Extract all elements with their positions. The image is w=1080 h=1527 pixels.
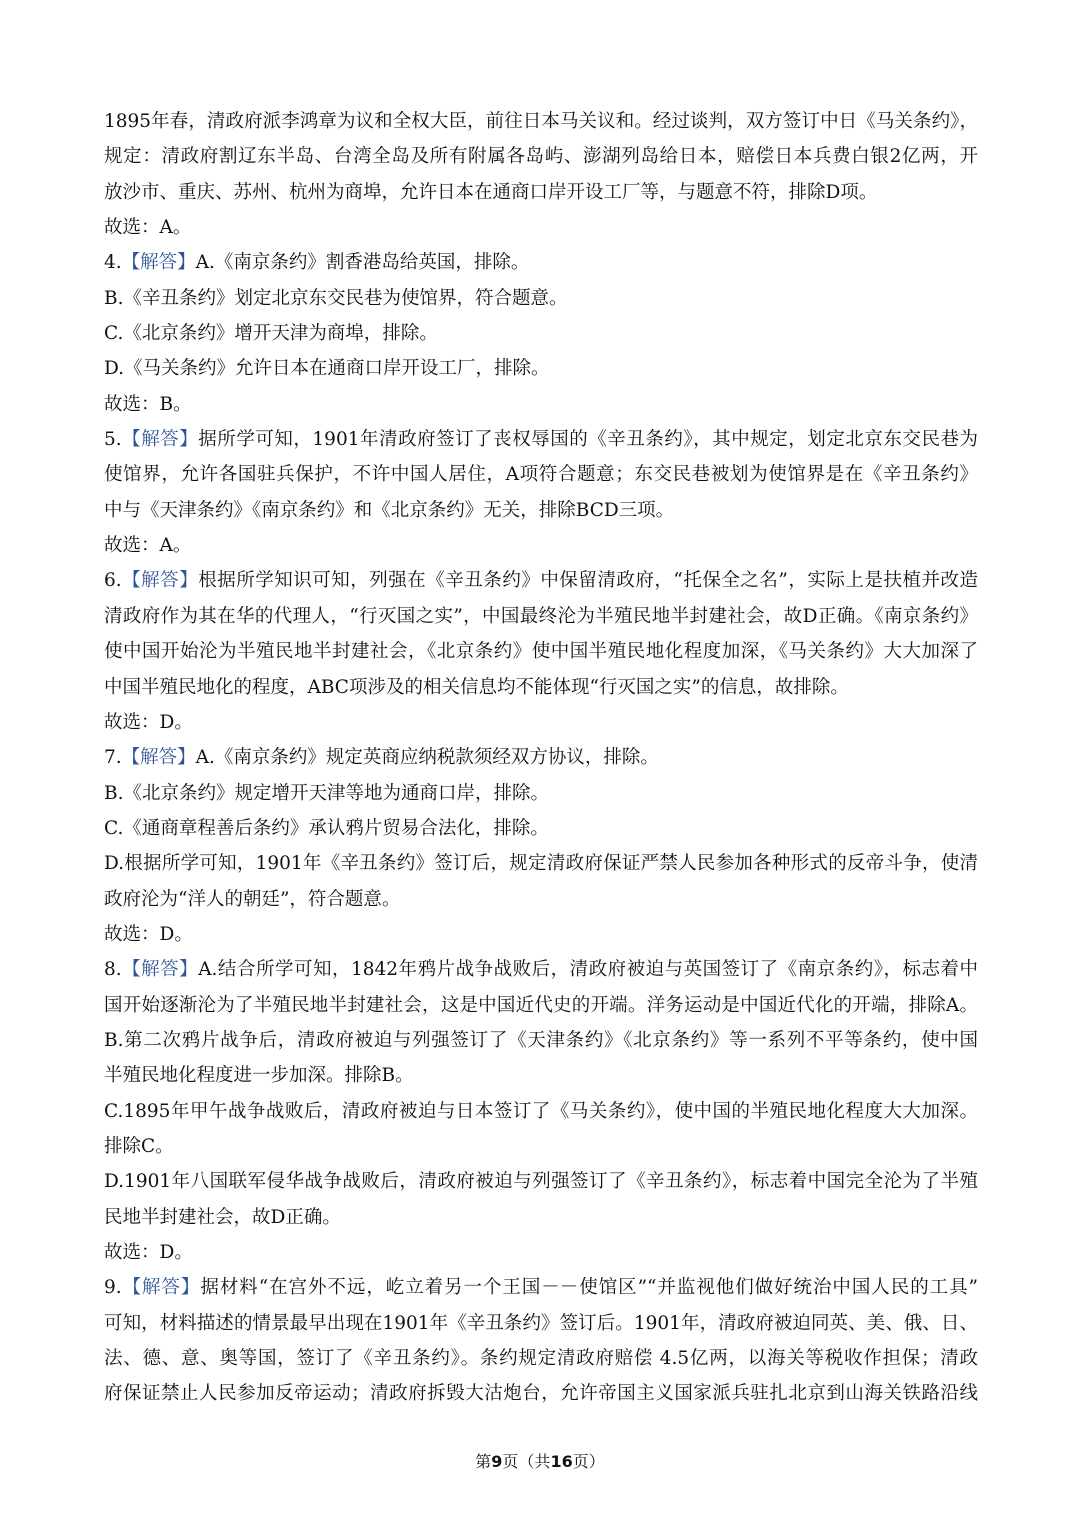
text-line	[104, 1129, 978, 1164]
text-line	[104, 705, 978, 740]
question-number: 5.	[104, 429, 122, 451]
line-text: D.1901年八国联军侵华战争战败后，清政府被迫与列强签订了《辛丑条约》，标志着中国完全沦为了半殖	[104, 1171, 978, 1193]
text-line	[104, 1200, 978, 1235]
line-text: 故选：B。	[104, 393, 192, 415]
text-line	[104, 245, 978, 280]
text-line	[104, 1058, 978, 1093]
question-number: 4.	[104, 252, 122, 274]
line-text: 可知，材料描述的情景最早出现在1901年《辛丑条约》签订后。1901年，清政府被迫同英、美、俄、日、	[104, 1312, 978, 1334]
line-text: 故选：D。	[104, 711, 193, 733]
text-line	[104, 351, 978, 386]
line-text: B.《辛丑条约》划定北京东交民巷为使馆界，符合题意。	[104, 287, 568, 309]
line-text: 排除C。	[104, 1135, 174, 1157]
line-text: 民地半封建社会，故D正确。	[104, 1206, 341, 1228]
line-text: 故选：D。	[104, 1242, 193, 1263]
line-text: 国开始逐渐沦为了半殖民地半封建社会，这是中国近代史的开端。洋务运动是中国近代化的开端，排除A。	[104, 994, 978, 1016]
line-text: C.《北京条约》增开天津为商埠，排除。	[104, 323, 438, 345]
line-text: 据材料“在宫外不远，屹立着另一个王国－－使馆区”“并监视他们做好统治中国人民的工具”	[200, 1277, 978, 1299]
line-text: 1895年春，清政府派李鸿章为议和全权大臣，前往日本马关议和。经过谈判，双方签订中日《马关条约》，	[104, 111, 978, 132]
text-line	[104, 599, 978, 634]
question-number: 6.	[104, 570, 122, 592]
line-text: A.《南京条约》规定英商应纳税款须经双方协议，排除。	[195, 747, 659, 769]
line-text: B.《北京条约》规定增开天津等地为通商口岸，排除。	[104, 782, 549, 804]
text-line	[104, 493, 978, 528]
line-text: 府保证禁止人民参加反帝运动；清政府拆毁大沽炮台，允许帝国主义国家派兵驻扎北京到山海关铁路沿线	[104, 1383, 978, 1405]
text-line	[104, 740, 978, 775]
line-text: 清政府作为其在华的代理人，“行灭国之实”，中国最终沦为半殖民地半封建社会，故D正确。《南京条约》	[104, 605, 978, 627]
text-line	[104, 563, 978, 598]
line-text: 政府沦为“洋人的朝廷”，符合题意。	[104, 888, 401, 910]
line-text: 使中国开始沦为半殖民地半封建社会，《北京条约》使中国半殖民地化程度加深，《马关条约》大大加深了	[104, 641, 978, 663]
text-line	[104, 1094, 978, 1129]
text-line	[104, 952, 978, 987]
line-text: A.结合所学可知，1842年鸦片战争战败后，清政府被迫与英国签订了《南京条约》，标志着中	[198, 959, 978, 981]
text-line	[104, 1376, 978, 1411]
line-text: D.《马关条约》允许日本在通商口岸开设工厂，排除。	[104, 358, 550, 380]
page-total: 16	[550, 1452, 573, 1471]
text-line	[104, 1164, 978, 1199]
text-line	[104, 1023, 978, 1058]
text-line	[104, 917, 978, 952]
text-line	[104, 1306, 978, 1341]
line-text: D.根据所学可知，1901年《辛丑条约》签订后，规定清政府保证严禁人民参加各种形式的反帝斗争，使清	[104, 853, 978, 875]
answer-tag: 【解答】	[121, 747, 196, 769]
text-line	[104, 281, 978, 316]
line-text: 中国半殖民地化的程度，ABC项涉及的相关信息均不能体现“行灭国之实”的信息，故排除。	[104, 676, 849, 698]
page-number: 9	[491, 1452, 503, 1471]
line-text: A.《南京条约》割香港岛给英国，排除。	[195, 252, 530, 274]
line-text: 规定：清政府割辽东半岛、台湾全岛及所有附属各岛屿、澎湖列岛给日本，赔偿日本兵费白银2亿两，开	[104, 146, 978, 168]
text-line	[104, 316, 978, 351]
line-text: 故选：A。	[104, 535, 192, 557]
text-line	[104, 139, 978, 174]
text-line	[104, 882, 978, 917]
line-text: C.《通商章程善后条约》承认鸦片贸易合法化，排除。	[104, 817, 549, 839]
line-text: 法、德、意、奥等国，签订了《辛丑条约》。条约规定清政府赔偿 4.5亿两，以海关等税收作担保；清政	[104, 1348, 978, 1370]
answer-tag: 【解答】	[121, 959, 199, 981]
footer-suffix: 页）	[572, 1452, 605, 1471]
text-line	[104, 1341, 978, 1376]
footer-prefix: 第	[475, 1452, 492, 1471]
text-line	[104, 846, 978, 881]
text-line	[104, 1270, 978, 1305]
document-body	[104, 104, 978, 1412]
question-number: 9.	[104, 1277, 122, 1299]
text-line	[104, 422, 978, 457]
line-text: 使馆界，允许各国驻兵保护，不许中国人居住，A项符合题意；东交民巷被划为使馆界是在《辛丑条约》	[104, 464, 978, 486]
text-line	[104, 387, 978, 422]
line-text: 中与《天津条约》《南京条约》和《北京条约》无关，排除BCD三项。	[104, 499, 675, 521]
question-number: 8.	[104, 959, 122, 981]
text-line	[104, 670, 978, 705]
text-line	[104, 811, 978, 846]
text-line	[104, 528, 978, 563]
text-line	[104, 104, 978, 139]
line-text: 放沙市、重庆、苏州、杭州为商埠，允许日本在通商口岸开设工厂等，与题意不符，排除D项。	[104, 181, 878, 203]
question-number: 7.	[104, 747, 122, 769]
answer-tag: 【解答】	[121, 1277, 201, 1299]
footer-middle: 页（共	[502, 1452, 551, 1471]
text-line	[104, 175, 978, 210]
line-text: 根据所学知识可知，列强在《辛丑条约》中保留清政府，“托保全之名”，实际上是扶植并改造	[198, 570, 978, 592]
answer-tag: 【解答】	[121, 429, 199, 451]
line-text: 据所学可知，1901年清政府签订了丧权辱国的《辛丑条约》，其中规定，划定北京东交民巷为	[198, 429, 978, 451]
line-text: 故选：D。	[104, 923, 193, 945]
text-line	[104, 988, 978, 1023]
text-line	[104, 776, 978, 811]
page-footer	[0, 1452, 1080, 1472]
line-text: 半殖民地化程度进一步加深。排除B。	[104, 1065, 414, 1087]
text-line	[104, 1235, 978, 1270]
line-text: B.第二次鸦片战争后，清政府被迫与列强签订了《天津条约》《北京条约》等一系列不平等条约，使中国	[104, 1029, 978, 1051]
text-line	[104, 634, 978, 669]
text-line	[104, 457, 978, 492]
answer-tag: 【解答】	[121, 252, 196, 274]
answer-tag: 【解答】	[121, 570, 199, 592]
line-text: 故选：A。	[104, 217, 192, 239]
text-line	[104, 210, 978, 245]
line-text: C.1895年甲午战争战败后，清政府被迫与日本签订了《马关条约》，使中国的半殖民地化程度大大加深。	[104, 1100, 978, 1122]
